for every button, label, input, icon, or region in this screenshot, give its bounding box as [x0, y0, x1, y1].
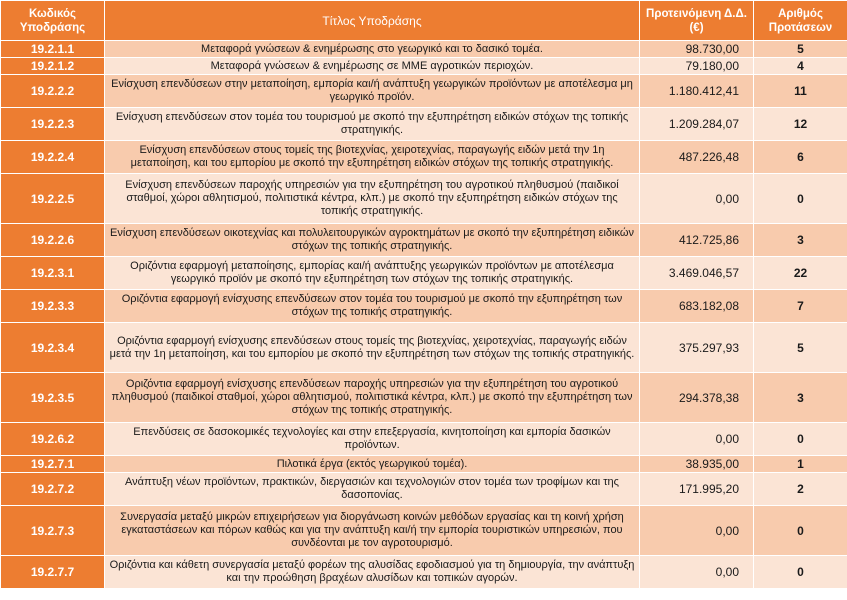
table-row [1, 506, 847, 556]
cell-budget: 3.469.046,57 [640, 257, 754, 290]
table-header-row [1, 1, 847, 41]
cell-code: 19.2.2.6 [1, 224, 105, 257]
cell-budget: 1.209.284,07 [640, 108, 754, 141]
table-row [1, 41, 847, 58]
cell-budget: 0,00 [640, 506, 754, 556]
column-header-title: Τίτλος Υποδράσης [105, 1, 640, 41]
cell-code: 19.2.3.1 [1, 257, 105, 290]
cell-code: 19.2.1.1 [1, 41, 105, 58]
cell-code: 19.2.1.2 [1, 58, 105, 75]
cell-budget: 0,00 [640, 174, 754, 224]
cell-count: 22 [754, 257, 847, 290]
cell-title: Συνεργασία μεταξύ μικρών επιχειρήσεων για διοργάνωση κοινών μεθόδων εργασίας και τη κοινή χρήση εγκαταστάσεων και πόρων καθώς και για την ανάπτυξη και/ή την εμπορία τουριστικών υπηρεσιών, που συνδέονται με τον αγροτουρισμό. [105, 506, 640, 556]
cell-budget: 487.226,48 [640, 141, 754, 174]
cell-count: 0 [754, 174, 847, 224]
cell-code: 19.2.2.3 [1, 108, 105, 141]
cell-count: 0 [754, 506, 847, 556]
cell-title: Ανάπτυξη νέων προϊόντων, πρακτικών, διεργασιών και τεχνολογιών στον τομέα των τροφίμων και της δασοπονίας. [105, 473, 640, 506]
cell-title: Οριζόντια εφαρμογή ενίσχυσης επενδύσεων στον τομέα του τουρισμού με σκοπό την εξυπηρέτηση των στόχων της τοπικής στρατηγικής. [105, 290, 640, 323]
cell-code: 19.2.3.3 [1, 290, 105, 323]
cell-count: 0 [754, 556, 847, 589]
cell-code: 19.2.2.5 [1, 174, 105, 224]
cell-code: 19.2.3.4 [1, 323, 105, 373]
cell-title: Ενίσχυση επενδύσεων στον τομέα του τουρισμού με σκοπό την εξυπηρέτηση ειδικών στόχων της τοπικής στρατηγικής. [105, 108, 640, 141]
table-row [1, 75, 847, 108]
table-row [1, 58, 847, 75]
cell-count: 5 [754, 323, 847, 373]
cell-budget: 412.725,86 [640, 224, 754, 257]
cell-count: 4 [754, 58, 847, 75]
table-row [1, 556, 847, 589]
cell-budget: 98.730,00 [640, 41, 754, 58]
table-row [1, 108, 847, 141]
cell-budget: 171.995,20 [640, 473, 754, 506]
cell-title: Πιλοτικά έργα (εκτός γεωργικού τομέα). [105, 456, 640, 473]
column-header-count: Αριθμός Προτάσεων [754, 1, 847, 41]
cell-budget: 0,00 [640, 556, 754, 589]
table-row [1, 323, 847, 373]
cell-budget: 683.182,08 [640, 290, 754, 323]
table-row [1, 373, 847, 423]
cell-title: Ενίσχυση επενδύσεων στους τομείς της βιοτεχνίας, χειροτεχνίας, παραγωγής ειδών μετά την 1η μεταποίηση, και του εμπορίου με σκοπό την εξυπηρέτηση ειδικών στόχων της τοπικής στρατηγικής. [105, 141, 640, 174]
cell-title: Ενίσχυση επενδύσεων στην μεταποίηση, εμπορία και/ή ανάπτυξη γεωργικών προϊόντων με αποτέλεσμα μη γεωργικό προϊόν. [105, 75, 640, 108]
table-row [1, 456, 847, 473]
table-row [1, 473, 847, 506]
cell-title: Οριζόντια και κάθετη συνεργασία μεταξύ φορέων της αλυσίδας εφοδιασμού για τη δημιουργία, την ανάπτυξη και την προώθηση βραχέων αλυσίδων και τοπικών αγορών. [105, 556, 640, 589]
cell-count: 12 [754, 108, 847, 141]
cell-count: 1 [754, 456, 847, 473]
cell-title: Ενίσχυση επενδύσεων παροχής υπηρεσιών για την εξυπηρέτηση του αγροτικού πληθυσμού (παιδικοί σταθμοί, χώροι αθλητισμού, πολιτιστικά κέντρα, κλπ.) με σκοπό την εξυπηρέτηση ειδικών στόχων της τοπικής στρατηγικής. [105, 174, 640, 224]
cell-budget: 38.935,00 [640, 456, 754, 473]
cell-title: Οριζόντια εφαρμογή μεταποίησης, εμπορίας και/ή ανάπτυξης γεωργικών προϊόντων με αποτέλεσμα γεωργικό προϊόν με σκοπό την εξυπηρέτηση των στόχων της τοπικής στρατηγικής. [105, 257, 640, 290]
cell-code: 19.2.3.5 [1, 373, 105, 423]
cell-code: 19.2.2.2 [1, 75, 105, 108]
cell-title: Επενδύσεις σε δασοκομικές τεχνολογίες και στην επεξεργασία, κινητοποίηση και εμπορία δασικών προϊόντων. [105, 423, 640, 456]
table-row [1, 174, 847, 224]
cell-count: 3 [754, 373, 847, 423]
cell-code: 19.2.7.2 [1, 473, 105, 506]
cell-budget: 375.297,93 [640, 323, 754, 373]
cell-title: Οριζόντια εφαρμογή ενίσχυσης επενδύσεων παροχής υπηρεσιών για την εξυπηρέτηση του αγροτικού πληθυσμού (παιδικοί σταθμοί, χώροι αθλητισμού, πολιτιστικά κέντρα, κλπ.) με σκοπό την εξυπηρέτηση των στόχων της τοπικής στρατηγικής. [105, 373, 640, 423]
cell-count: 7 [754, 290, 847, 323]
table-row [1, 257, 847, 290]
column-header-code: Κωδικός Υποδράσης [1, 1, 105, 41]
cell-code: 19.2.7.1 [1, 456, 105, 473]
cell-count: 0 [754, 423, 847, 456]
table-row [1, 224, 847, 257]
table-body [1, 41, 847, 589]
cell-code: 19.2.7.3 [1, 506, 105, 556]
cell-code: 19.2.6.2 [1, 423, 105, 456]
column-header-budget: Προτεινόμενη Δ.Δ. (€) [640, 1, 754, 41]
table-row [1, 141, 847, 174]
cell-title: Μεταφορά γνώσεων & ενημέρωσης σε ΜΜΕ αγροτικών περιοχών. [105, 58, 640, 75]
cell-budget: 1.180.412,41 [640, 75, 754, 108]
cell-title: Μεταφορά γνώσεων & ενημέρωσης στο γεωργικό και το δασικό τομέα. [105, 41, 640, 58]
cell-count: 11 [754, 75, 847, 108]
cell-count: 3 [754, 224, 847, 257]
cell-budget: 294.378,38 [640, 373, 754, 423]
cell-count: 6 [754, 141, 847, 174]
cell-budget: 79.180,00 [640, 58, 754, 75]
cell-title: Ενίσχυση επενδύσεων οικοτεχνίας και πολυλειτουργικών αγροκτημάτων με σκοπό την εξυπηρέτηση ειδικών στόχων της τοπικής στρατηγικής. [105, 224, 640, 257]
cell-budget: 0,00 [640, 423, 754, 456]
cell-code: 19.2.7.7 [1, 556, 105, 589]
cell-code: 19.2.2.4 [1, 141, 105, 174]
table-row [1, 423, 847, 456]
cell-count: 2 [754, 473, 847, 506]
cell-count: 5 [754, 41, 847, 58]
cell-title: Οριζόντια εφαρμογή ενίσχυσης επενδύσεων στους τομείς της βιοτεχνίας, χειροτεχνίας, παραγωγής ειδών μετά την 1η μεταποίηση, και του εμπορίου με σκοπό την εξυπηρέτηση των στόχων της τοπικής στρατηγικής. [105, 323, 640, 373]
table-row [1, 290, 847, 323]
